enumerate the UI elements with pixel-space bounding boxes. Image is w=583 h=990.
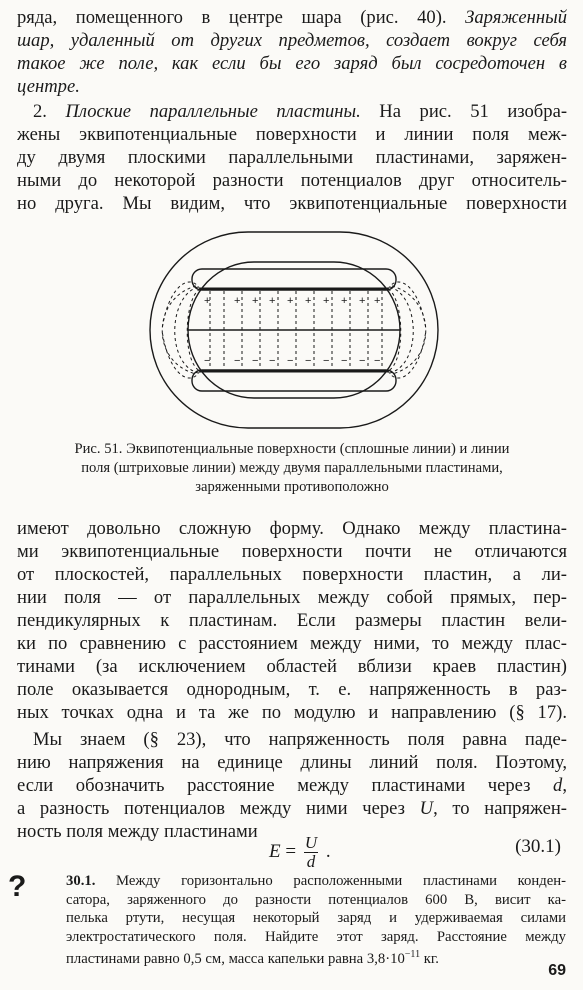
text-line: ду двумя плоскими параллельными пластинами, заряжен- <box>17 147 567 168</box>
plus-sign: + <box>323 295 330 307</box>
text-line: такое же поле, как если бы его заряд был сосредоточен в <box>17 53 567 74</box>
text-line: имеют довольно сложную форму. Однако между пластина- <box>17 518 567 539</box>
text-line: от плоскостей, параллельных поверхности пластин, а ли- <box>17 564 567 585</box>
text-line: пелька ртути, несущая некоторый заряд и удерживаемая силами <box>66 910 566 926</box>
caption-line: Рис. 51. Эквипотенциальные поверхности (сплошные линии) и линии <box>74 441 510 457</box>
minus-sign: − <box>269 355 276 367</box>
text-line: центре. <box>17 76 80 97</box>
upper-plate-equipotential <box>192 269 396 290</box>
text-line: но друга. Мы видим, что эквипотенциальные поверхности <box>17 193 567 214</box>
paragraph-2 <box>17 100 567 215</box>
minus-sign: − <box>204 355 211 367</box>
text-line: 30.1. Между горизонтально расположенными пластинами конден- <box>66 873 566 889</box>
text-line: шар, удаленный от других предметов, создает вокруг себя <box>17 30 567 51</box>
text-line: 2. Плоские параллельные пластины. На рис. 51 изобра- <box>33 101 567 122</box>
problem-30-1 <box>66 872 566 969</box>
paragraph-1 <box>17 6 567 98</box>
text-line: ми эквипотенциальные поверхности почти не отличаются <box>17 541 567 562</box>
caption-line: поля (штриховые линии) между двумя параллельными пластинами, <box>81 460 503 476</box>
lower-plate-equipotential <box>192 370 396 391</box>
minus-sign: − <box>359 355 366 367</box>
variable-d: d <box>553 775 563 796</box>
text-line: электростатического поля. Найдите этот заряд. Расстояние между <box>66 928 566 945</box>
formula-30-1 <box>17 826 567 871</box>
minus-sign: − <box>252 355 259 367</box>
plus-sign: + <box>287 295 294 307</box>
plus-sign: + <box>359 295 366 307</box>
minus-sign: − <box>341 355 348 367</box>
text-line: поле оказывается однородным, т. е. напряженность в раз- <box>17 679 567 700</box>
text-line: нию напряжения на единице длины линий поля. Поэтому, <box>17 752 567 773</box>
caption-line: заряженными противоположно <box>195 479 389 495</box>
figure-caption <box>17 440 567 497</box>
variable-u: U <box>419 798 434 819</box>
text-line: ность поля между пластинами <box>17 821 258 842</box>
plus-sign: + <box>269 295 276 307</box>
section-heading: Плоские параллельные пластины. <box>65 101 361 122</box>
text-line: ными до некоторой разности потенциалов друг относитель- <box>17 170 567 191</box>
plus-sign: + <box>234 295 241 307</box>
paragraph-3 <box>17 517 567 724</box>
figure-equipotential-diagram <box>148 228 440 432</box>
page-number: 69 <box>548 962 566 979</box>
text-line: ки по сравнению с расстоянием между ними, то между плас- <box>17 633 567 654</box>
text-line: тинами (за исключением областей вблизи краев пластин) <box>17 656 567 677</box>
numerator: U <box>304 833 318 852</box>
fraction <box>304 834 318 871</box>
minus-sign: − <box>374 355 381 367</box>
exponent: −11 <box>404 949 421 960</box>
text-line: ряда, помещенного в центре шара (рис. 40). Заряженный <box>17 7 567 28</box>
plate-charge-labels <box>204 295 380 367</box>
plus-sign: + <box>204 295 211 307</box>
text-line: сатора, заряженного до разности потенциалов 600 В, висит ка- <box>66 891 566 908</box>
plus-sign: + <box>374 295 381 307</box>
equation-number: (30.1) <box>515 836 561 857</box>
plus-sign: + <box>341 295 348 307</box>
text-line: пластинами равно 0,5 см, масса капельки равна $3,8\cdot 10^{-11}$ кг. <box>66 949 439 967</box>
text-line: пендикулярных к пластинам. Если размеры пластин вели- <box>17 610 567 631</box>
text-line: если обозначить расстояние между пластинами через d, <box>17 775 567 796</box>
minus-sign: − <box>323 355 330 367</box>
plus-sign: + <box>252 295 259 307</box>
minus-sign: − <box>234 355 241 367</box>
section-number: 2. <box>33 101 66 122</box>
minus-sign: − <box>305 355 312 367</box>
text-line: Мы знаем (§ 23), что напряженность поля равна паде- <box>33 729 567 750</box>
equation: E = $\frac{U}{d}$ . <box>269 833 331 871</box>
plus-sign: + <box>305 295 312 307</box>
minus-sign: − <box>287 355 294 367</box>
equipotential-lines <box>150 232 438 428</box>
italic-text: Заряженный <box>465 7 567 28</box>
text-line: а разность потенциалов между ними через U, то напряжен- <box>17 798 567 819</box>
question-icon: ? <box>8 870 27 903</box>
text-line: жены эквипотенциальные поверхности и линии поля меж- <box>17 124 567 145</box>
problem-number: 30.1. <box>66 873 96 889</box>
text-line: нии поля — от параллельных между собой прямых, пер- <box>17 587 567 608</box>
denominator: d <box>306 852 316 871</box>
text-line: ных точках одна и та же по модулю и направлению (§ 17). <box>17 702 567 723</box>
